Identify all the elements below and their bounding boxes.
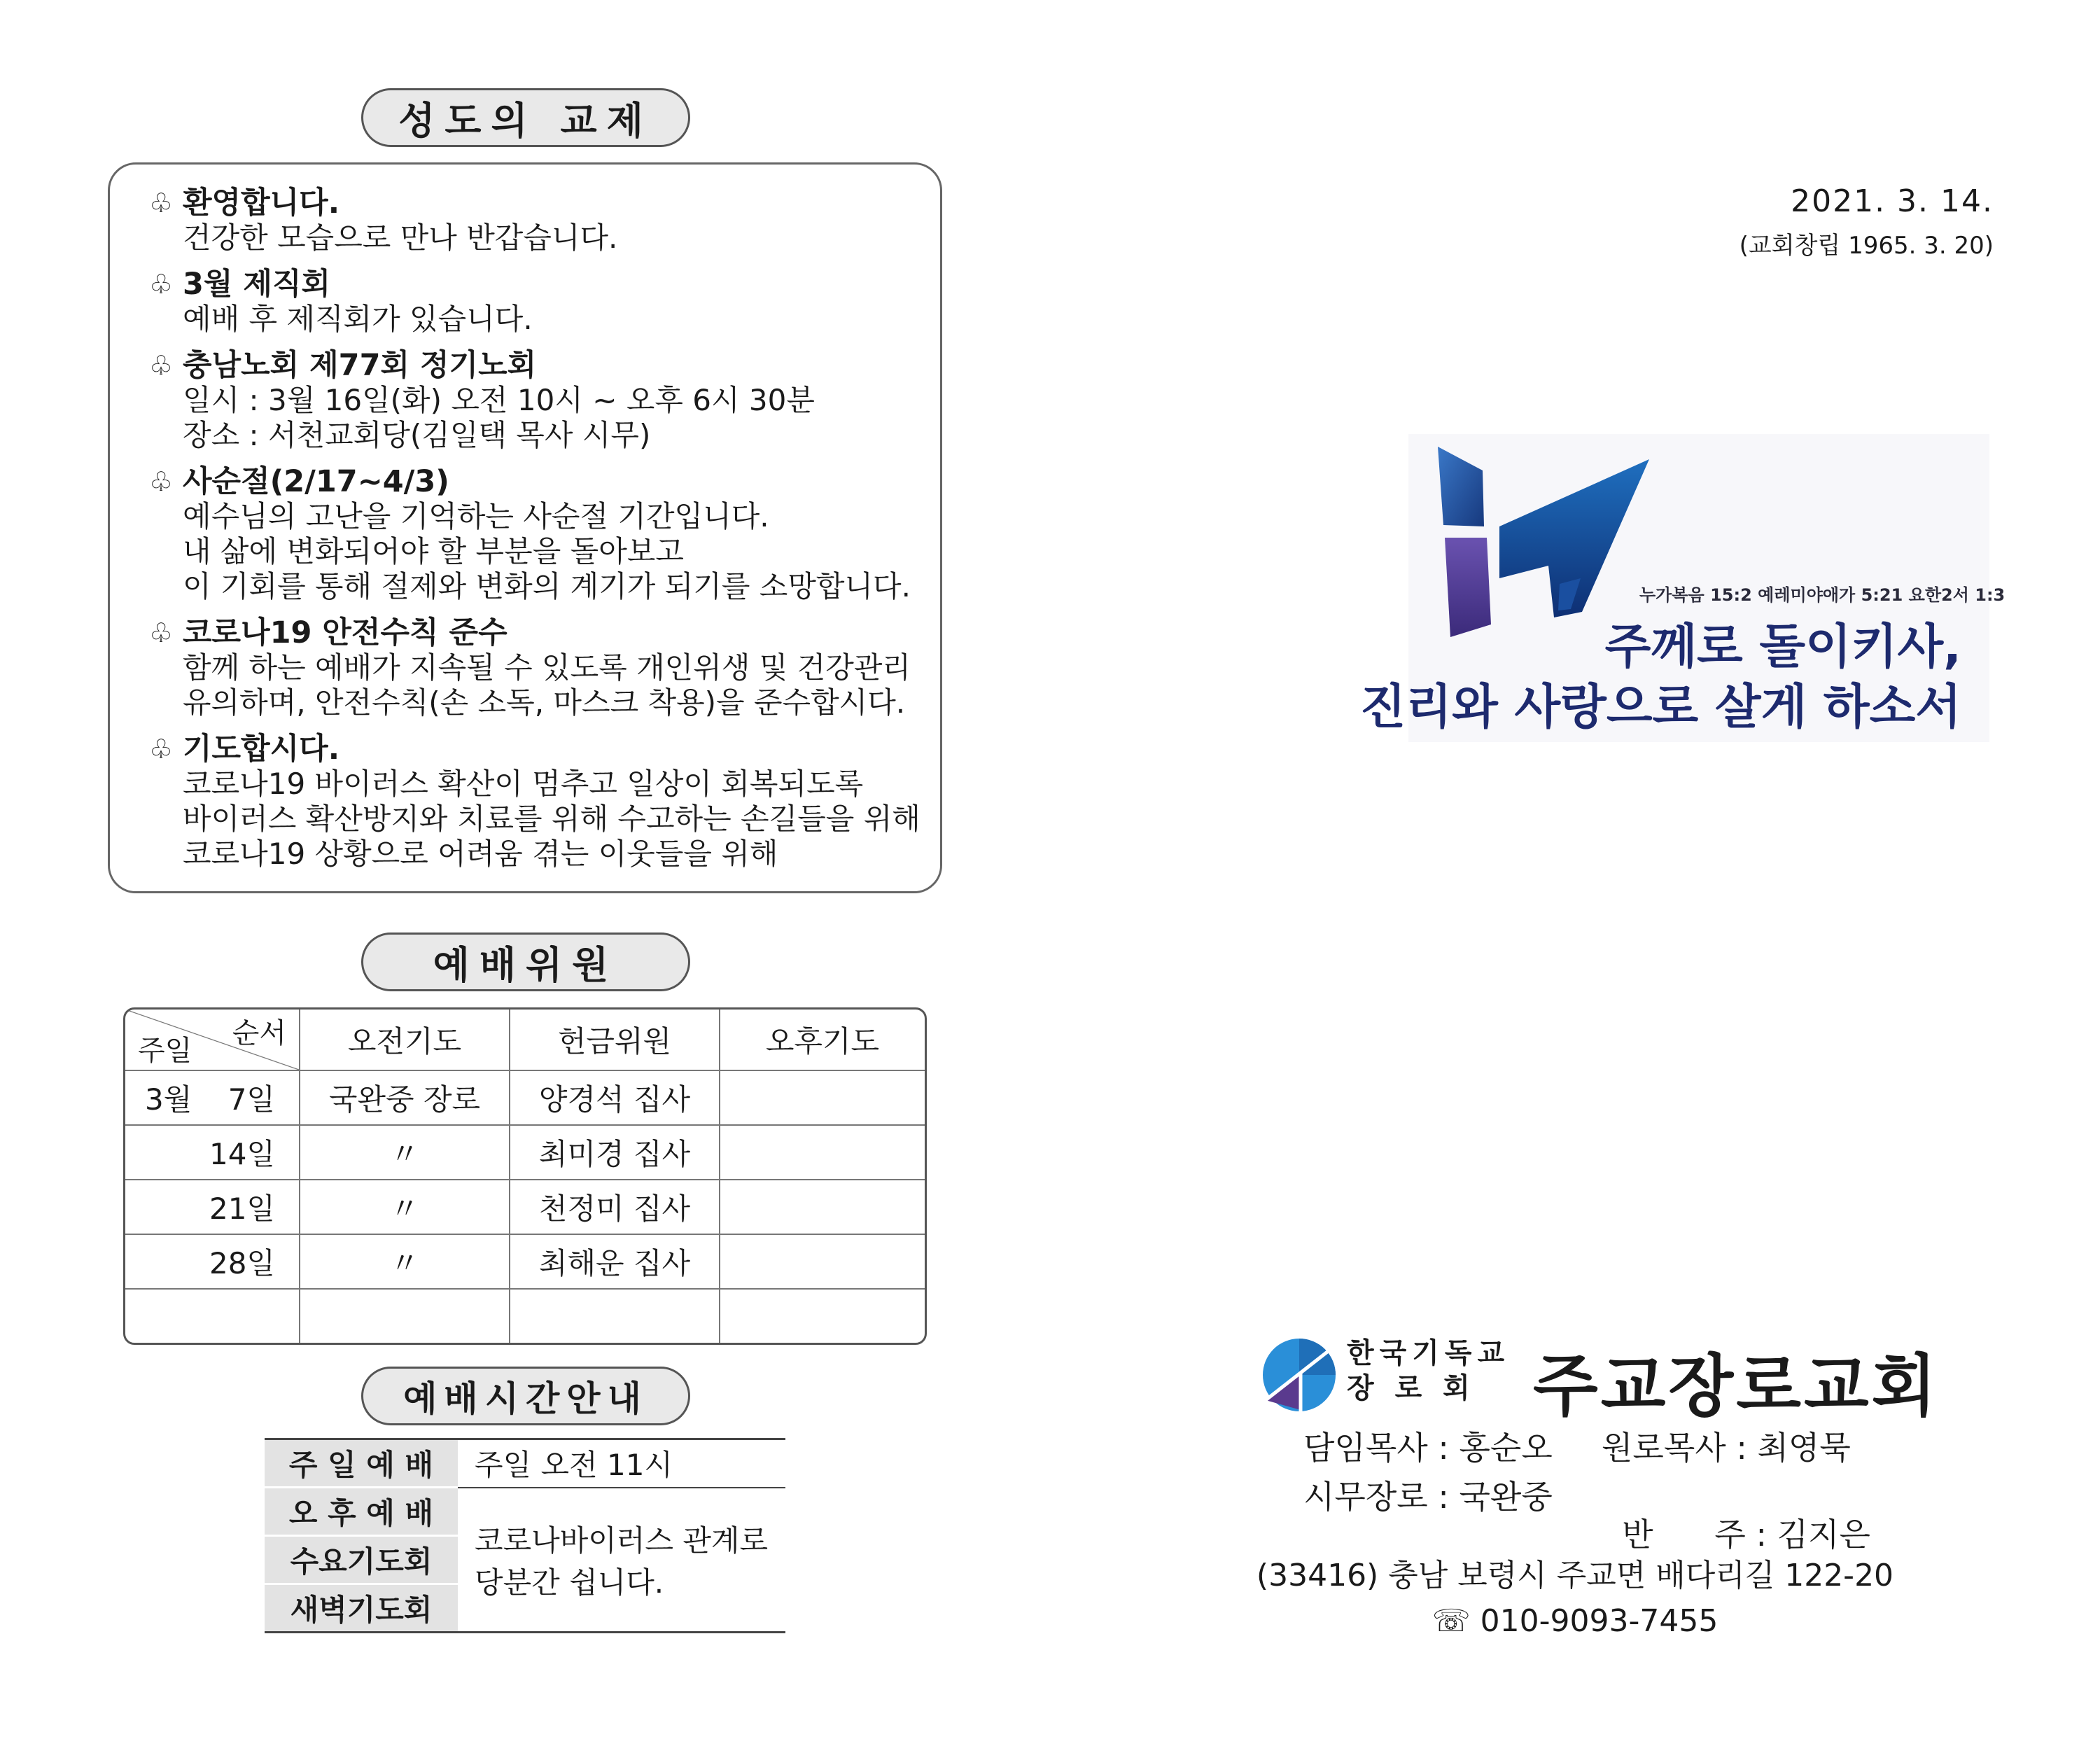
offering-cell: 최미경 집사 — [510, 1126, 720, 1180]
scripture-reference: 누가복음 15:2 예레미야애가 5:21 요한2서 1:3 — [1639, 585, 2005, 605]
worship-times-heading — [361, 1367, 690, 1425]
notice-title: 사순절(2/17~4/3) — [183, 464, 449, 499]
staff-role: 원로목사 — [1602, 1429, 1726, 1467]
staff-name: 국완중 — [1459, 1478, 1553, 1516]
table-header-row — [125, 1010, 925, 1071]
date-cell — [125, 1071, 300, 1126]
morning-prayer-cell: 〃 — [300, 1126, 510, 1180]
staff-senior-pastor: 담임목사 : 홍순오 — [1303, 1429, 1553, 1467]
offering-cell: 양경석 집사 — [510, 1071, 720, 1126]
notice-item — [149, 464, 911, 604]
notice-box — [108, 162, 942, 893]
staff-emeritus-pastor: 원로목사 : 최영묵 — [1602, 1429, 1851, 1467]
denomination-line-1: 한국기독교 — [1347, 1337, 1511, 1369]
notice-line: 이 기회를 통해 절제와 변화의 계기가 되기를 소망합니다. — [183, 569, 911, 603]
morning-prayer-cell — [300, 1290, 510, 1343]
notice-title: 환영합니다. — [183, 186, 340, 221]
afternoon-prayer-cell — [720, 1180, 925, 1235]
notice-item — [149, 732, 920, 872]
notice-line: 코로나19 상황으로 어려움 겪는 이웃들을 위해 — [183, 837, 778, 871]
club-icon: ♧ — [149, 350, 174, 381]
notice-title: 기도합시다. — [183, 732, 340, 767]
notice-line: 내 삶에 변화되어야 할 부분을 돌아보고 — [183, 534, 684, 568]
schedule-label: 새벽기도회 — [265, 1584, 458, 1633]
afternoon-prayer-cell — [720, 1126, 925, 1180]
staff-role: 시무장로 — [1303, 1478, 1428, 1516]
month-text: 3월 — [145, 1082, 192, 1117]
schedule-label: 주 일 예 배 — [265, 1439, 458, 1488]
worship-officers-heading-text: 예배위원 — [433, 942, 619, 987]
column-header: 오전기도 — [300, 1010, 510, 1071]
notice-line: 코로나바이러스 관계로 — [475, 1523, 769, 1558]
staff-accompanist: 반 주 : 김지은 — [1622, 1516, 1870, 1553]
sunday-time: 주일 오전 11시 — [458, 1439, 785, 1488]
notice-item — [149, 615, 911, 720]
notice-line: 예배 후 제직회가 있습니다. — [183, 302, 533, 336]
staff-role: 담임목사 — [1303, 1429, 1428, 1467]
morning-prayer-cell: 국완중 장로 — [300, 1071, 510, 1126]
schedule-label: 오 후 예 배 — [265, 1488, 458, 1536]
notice-item — [149, 186, 617, 256]
club-icon: ♧ — [149, 188, 174, 218]
corner-label-order: 순서 — [232, 1017, 286, 1049]
church-identity — [1260, 1333, 1940, 1425]
theme-line-1: 주께로 돌이키사, — [1604, 620, 1961, 675]
church-phone[interactable]: ☏ 010-9093-7455 — [1432, 1603, 1718, 1639]
schedule-row — [265, 1439, 785, 1488]
club-icon: ♧ — [149, 734, 174, 764]
theme-banner — [1359, 434, 2005, 742]
day-text: 21일 — [209, 1192, 275, 1226]
day-text: 7일 — [227, 1082, 275, 1117]
club-icon: ♧ — [149, 269, 174, 300]
worship-officers-table — [123, 1007, 927, 1345]
founding-date: (교회창립 1965. 3. 20) — [1739, 232, 1994, 260]
table-row — [125, 1290, 925, 1343]
date-cell — [125, 1126, 300, 1180]
notice-item — [149, 267, 533, 337]
notice-title: 코로나19 안전수칙 준수 — [183, 615, 507, 650]
table-row — [125, 1126, 925, 1180]
fellowship-heading-text: 성도의 교제 — [398, 98, 653, 143]
table-row — [125, 1180, 925, 1235]
day-text: 28일 — [209, 1246, 275, 1280]
day-text: 14일 — [209, 1137, 275, 1171]
column-header: 오후기도 — [720, 1010, 925, 1071]
notice-line: 코로나19 바이러스 확산이 멈추고 일상이 회복되도록 — [183, 767, 864, 801]
column-header: 헌금위원 — [510, 1010, 720, 1071]
worship-officers-heading — [361, 933, 690, 991]
club-icon: ♧ — [149, 466, 174, 497]
morning-prayer-cell: 〃 — [300, 1180, 510, 1235]
table-row — [125, 1071, 925, 1126]
worship-times-heading-text: 예배시간안내 — [403, 1378, 648, 1419]
theme-line-2: 진리와 사랑으로 살게 하소서 — [1359, 680, 1961, 735]
date-cell — [125, 1180, 300, 1235]
denomination-line-2: 장 로 회 — [1347, 1372, 1476, 1404]
notice-line: 함께 하는 예배가 지속될 수 있도록 개인위생 및 건강관리 — [183, 650, 911, 685]
notice-line: 바이러스 확산방지와 치료를 위해 수고하는 손길들을 위해 — [183, 802, 920, 836]
offering-cell: 최해운 집사 — [510, 1235, 720, 1290]
bulletin-date: 2021. 3. 14. — [1791, 183, 1994, 219]
fellowship-heading — [361, 88, 690, 147]
notice-title: 3월 제직회 — [183, 267, 331, 302]
schedule-notice — [458, 1488, 785, 1633]
staff-elder: 시무장로 : 국완중 — [1303, 1478, 1553, 1516]
date-block — [1740, 183, 1994, 260]
schedule-row — [265, 1488, 785, 1536]
denomination-label — [1347, 1336, 1510, 1406]
notice-line: 예수님의 고난을 기억하는 사순절 기간입니다. — [183, 499, 769, 533]
afternoon-prayer-cell — [720, 1071, 925, 1126]
afternoon-prayer-cell — [720, 1235, 925, 1290]
notice-item — [149, 348, 815, 453]
staff-name: 김지은 — [1777, 1516, 1870, 1553]
offering-cell — [510, 1290, 720, 1343]
notice-line: 유의하며, 안전수칙(손 소독, 마스크 착용)을 준수합시다. — [183, 685, 906, 720]
church-logo-icon — [1260, 1336, 1338, 1414]
notice-line: 일시 : 3월 16일(화) 오전 10시 ~ 오후 6시 30분 — [183, 383, 815, 417]
club-icon: ♧ — [149, 617, 174, 648]
morning-prayer-cell: 〃 — [300, 1235, 510, 1290]
staff-name: 홍순오 — [1459, 1429, 1553, 1467]
schedule-label: 수요기도회 — [265, 1536, 458, 1584]
corner-cell — [125, 1010, 300, 1071]
notice-line: 건강한 모습으로 만나 반갑습니다. — [183, 221, 618, 255]
table-row — [125, 1235, 925, 1290]
date-cell — [125, 1290, 300, 1343]
staff-role: 반 주 — [1622, 1516, 1746, 1553]
church-name: 주교장로교회 — [1533, 1347, 1940, 1425]
afternoon-prayer-cell — [720, 1290, 925, 1343]
date-cell — [125, 1235, 300, 1290]
church-address: (33416) 충남 보령시 주교면 배다리길 122-20 — [1256, 1558, 1894, 1593]
notice-title: 충남노회 제77회 정기노회 — [183, 348, 537, 383]
staff-name: 최영묵 — [1757, 1429, 1851, 1467]
notice-line: 당분간 쉽니다. — [475, 1565, 664, 1600]
notice-line: 장소 : 서천교회당(김일택 목사 시무) — [183, 418, 651, 452]
corner-label-sunday: 주일 — [138, 1035, 192, 1067]
worship-times-table — [265, 1438, 785, 1633]
offering-cell: 천정미 집사 — [510, 1180, 720, 1235]
